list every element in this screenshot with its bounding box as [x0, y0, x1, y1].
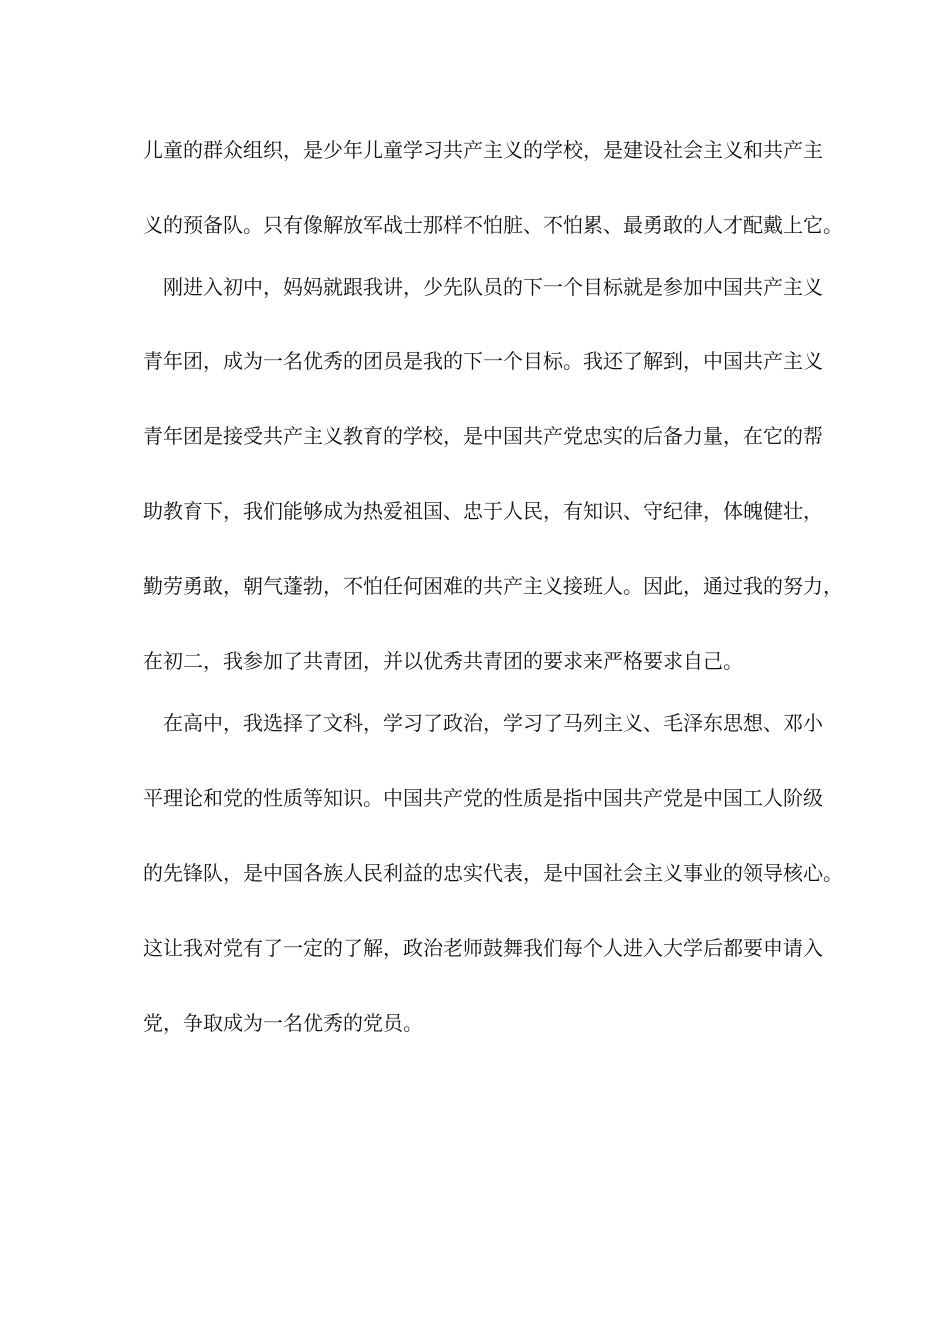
text-line: 助教育下，我们能够成为热爱祖国、忠于人民，有知识、守纪律，体魄健壮，: [143, 499, 823, 523]
text-line: 勤劳勇敢，朝气蓬勃，不怕任何困难的共产主义接班人。因此，通过我的努力，: [143, 574, 843, 598]
text-line: 义的预备队。只有像解放军战士那样不怕脏、不怕累、最勇敢的人才配戴上它。: [143, 213, 843, 237]
text-line: 这让我对党有了一定的了解，政治老师鼓舞我们每个人进入大学后都要申请入: [143, 936, 823, 960]
text-line: 平理论和党的性质等知识。中国共产党的性质是指中国共产党是中国工人阶级: [143, 786, 823, 810]
text-line: 党，争取成为一名优秀的党员。: [143, 1011, 423, 1035]
text-line: 在初二，我参加了共青团，并以优秀共青团的要求来严格要求自己。: [143, 649, 743, 673]
text-line: 青年团是接受共产主义教育的学校，是中国共产党忠实的后备力量，在它的帮: [143, 424, 823, 448]
text-line: 儿童的群众组织，是少年儿童学习共产主义的学校，是建设社会主义和共产主: [143, 138, 823, 162]
paragraph-start-line: 在高中，我选择了文科，学习了政治，学习了马列主义、毛泽东思想、邓小: [163, 711, 823, 735]
text-line: 的先锋队，是中国各族人民利益的忠实代表，是中国社会主义事业的领导核心。: [143, 861, 843, 885]
text-line: 青年团，成为一名优秀的团员是我的下一个目标。我还了解到，中国共产主义: [143, 349, 823, 373]
paragraph-start-line: 刚进入初中，妈妈就跟我讲，少先队员的下一个目标就是参加中国共产主义: [163, 275, 823, 299]
